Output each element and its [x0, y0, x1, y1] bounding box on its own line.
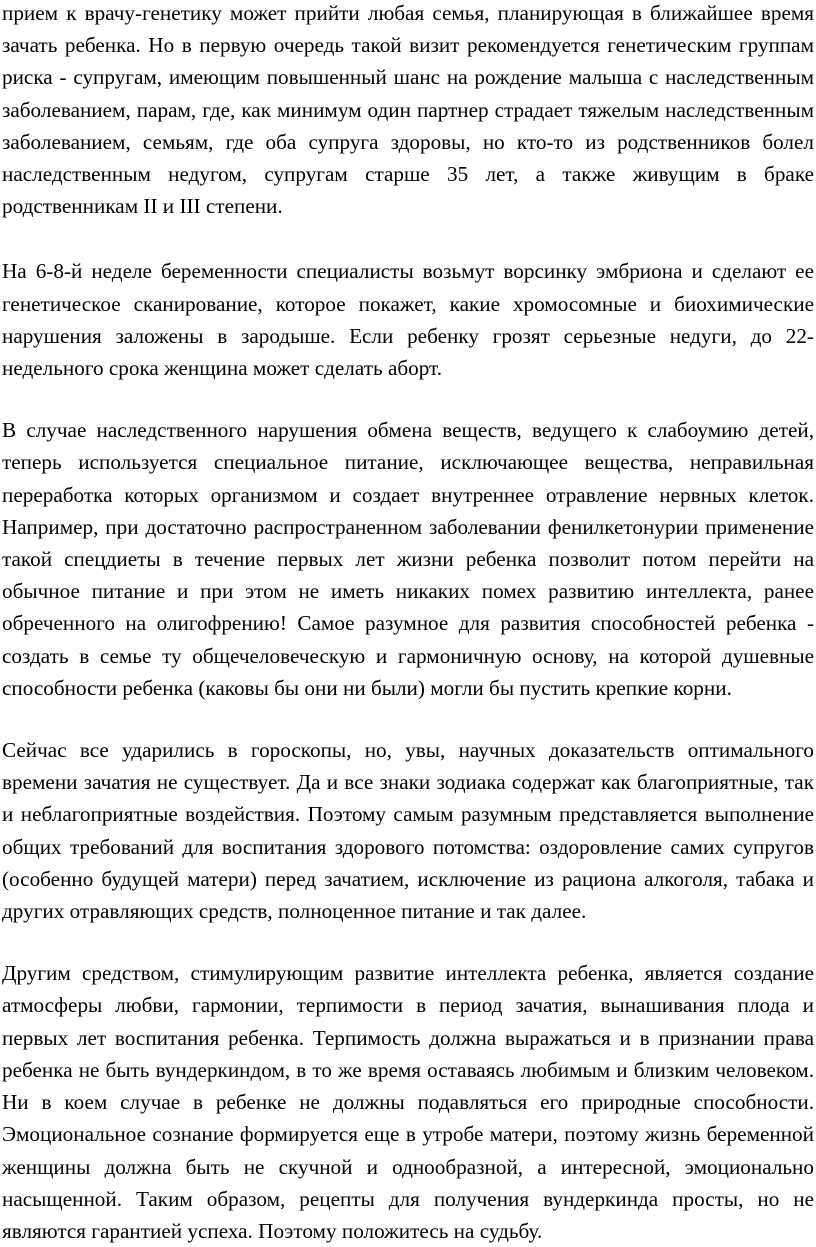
paragraph-genetic-consultation: прием к врачу-генетику может прийти любая семья, планирующая в ближайшее время зачать ребенка. Но в первую очередь такой визит рекомендуется генетическим группам риска - супругам, имеющим повышенный шанс на рождение малыша с наследственным заболеванием, парам, где, как минимум один партнер страдает тяжелым наследственным заболеванием, семьям, где оба супруга здоровы, но кто-то из родственников болел наследственным недугом, супругам старше 35 лет, а также живущим в браке родственникам II и III степени. — [2, 1, 814, 219]
paragraph-atmosphere-of-love: Другим средством, стимулирующим развитие интеллекта ребенка, является создание атмосферы любви, гармонии, терпимости в период зачатия, вынашивания плода и первых лет воспитания ребенка. Терпимость должна выражаться и в признании права ребенка не быть вундеркиндом, в то же время оставаясь любимым и близким человеком. Ни в коем случае в ребенке не должны подавляться его природные способности. Эмоциональное сознание формируется еще в утробе матери, поэтому жизнь беременной женщины должна быть не скучной и однообразной, а интересной, эмоционально насыщенной. Таким образом, рецепты для получения вундеркинда просты, но не являются гарантией успеха. Поэтому положитесь на судьбу. — [2, 961, 814, 1243]
paragraph-metabolic-disorders: В случае наследственного нарушения обмена веществ, ведущего к слабоумию детей, теперь используется специальное питание, исключающее вещества, неправильная переработка которых организмом и создает внутреннее отравление нервных клеток. Например, при достаточно распространенном заболевании фенилкетонурии применение такой спецдиеты в течение первых лет жизни ребенка позволит потом перейти на обычное питание и при этом не иметь никаких помех развитию интеллекта, ранее обреченного на олигофрению! Самое разумное для развития способностей ребенка - создать в семье ту общечеловеческую и гармоничную основу, на которой душевные способности ребенка (каковы бы они ни были) могли бы пустить крепкие корни. — [2, 418, 814, 700]
paragraph-horoscopes: Сейчас все ударились в гороскопы, но, увы, научных доказательств оптимального времени зачатия не существует. Да и все знаки зодиака содержат как благоприятные, так и неблагоприятные воздействия. Поэтому самым разумным представляется выполнение общих требований для воспитания здорового потомства: оздоровление самих супругов (особенно будущей матери) перед зачатием, исключение из рациона алкоголя, табака и других отравляющих средств, полноценное питание и так далее. — [2, 738, 814, 924]
paragraph-embryo-screening: На 6-8-й неделе беременности специалисты возьмут ворсинку эмбриона и сделают ее генетическое сканирование, которое покажет, какие хромосомные и биохимические нарушения заложены в зародыше. Если ребенку грозят серьезные недуги, до 22-недельного срока женщина может сделать аборт. — [2, 259, 814, 381]
